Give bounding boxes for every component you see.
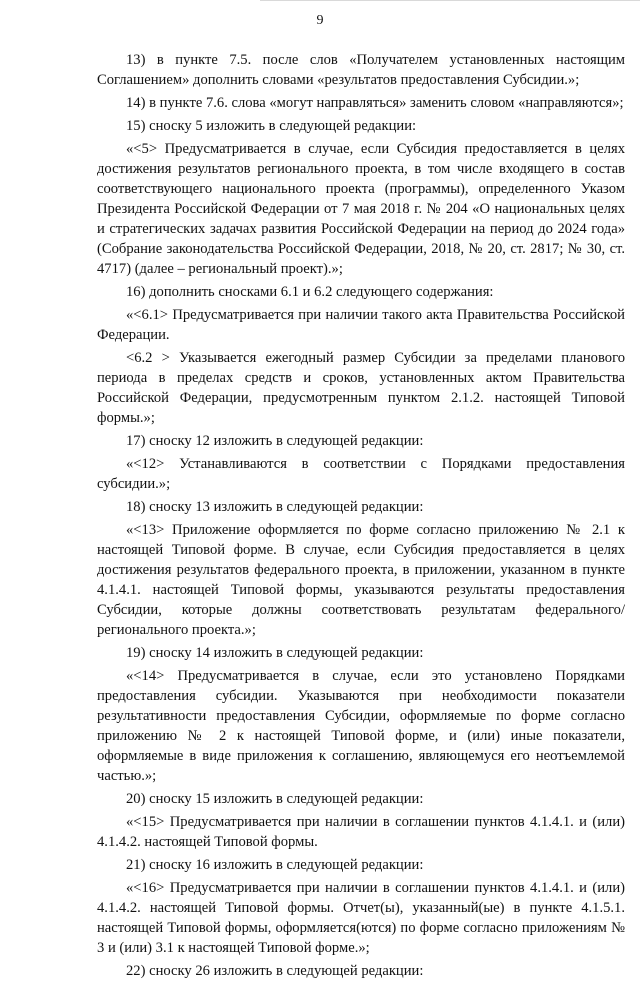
paragraph-item-14: 14) в пункте 7.6. слова «могут направляться» заменить словом «направляются»; xyxy=(126,95,624,111)
paragraph-item-20: 20) сноску 15 изложить в следующей редакции: xyxy=(126,791,424,807)
paragraph-item-15: 15) сноску 5 изложить в следующей редакции: xyxy=(126,118,417,134)
paragraph-item-18: 18) сноску 13 изложить в следующей редакции: xyxy=(126,499,424,515)
document-body xyxy=(97,50,625,984)
paragraph-item-21: 21) сноску 16 изложить в следующей редакции: xyxy=(126,857,424,873)
footnote-14-text: «<14> Предусматривается в случае, если это установлено Порядками предоставления субсидии. Указываются при необходимости показатели результативности предоставления Субсидии, оформляемые по форме согласно приложению № 2 к настоящей Типовой форме, и (или) иные показатели, оформляемые в виде приложения к соглашению, являющемуся его неотъемлемой частью.»; xyxy=(97,668,625,784)
footnote-6-1-text: «<6.1> Предусматривается при наличии такого акта Правительства Российской Федерации. xyxy=(97,307,625,343)
top-divider xyxy=(260,0,640,1)
paragraph-item-13: 13) в пункте 7.5. после слов «Получателем установленных настоящим Соглашением» дополнить словами «результатов предоставления Субсидии.»; xyxy=(97,52,625,88)
footnote-13-text: «<13> Приложение оформляется по форме согласно приложению № 2.1 к настоящей Типовой форме. В случае, если Субсидия предоставляется в целях достижения результатов федерального проекта, в приложении, указанном в пункте 4.1.4.1. настоящей Типовой формы, указываются результаты предоставления Субсидии, которые должны соответствовать результатам федерального/регионального проекта.»; xyxy=(97,522,625,638)
page-number: 9 xyxy=(316,13,324,28)
footnote-15-text: «<15> Предусматривается при наличии в соглашении пунктов 4.1.4.1. и (или) 4.1.4.2. настоящей Типовой формы. xyxy=(97,814,625,850)
paragraph-item-16: 16) дополнить сносками 6.1 и 6.2 следующего содержания: xyxy=(126,284,494,300)
paragraph-item-17: 17) сноску 12 изложить в следующей редакции: xyxy=(126,433,424,449)
paragraph-item-19: 19) сноску 14 изложить в следующей редакции: xyxy=(126,645,424,661)
footnote-5-text: «<5> Предусматривается в случае, если Субсидия предоставляется в целях достижения результатов регионального проекта, в том числе входящего в состав соответствующего национального проекта (программы), определенного Указом Президента Российской Федерации от 7 мая 2018 г. № 204 «О национальных целях и стратегических задачах развития Российской Федерации на период до 2024 года» (Собрание законодательства Российской Федерации, 2018, № 20, ст. 2817; № 30, ст. 4717) (далее – региональный проект).»; xyxy=(97,141,625,277)
footnote-16-text: «<16> Предусматривается при наличии в соглашении пунктов 4.1.4.1. и (или) 4.1.4.2. настоящей Типовой формы. Отчет(ы), указанный(ые) в пункте 4.1.5.1. настоящей Типовой формы, оформляется(ются) по форме согласно приложениям № 3 и (или) 3.1 к настоящей Типовой форме.»; xyxy=(97,880,625,956)
footnote-12-text: «<12> Устанавливаются в соответствии с Порядками предоставления субсидии.»; xyxy=(97,456,625,492)
footnote-6-2-text: <6.2 > Указывается ежегодный размер Субсидии за пределами планового периода в пределах средств и сроков, установленных актом Правительства Российской Федерации, предусмотренным пунктом 2.1.2. настоящей Типовой формы.»; xyxy=(97,350,625,426)
paragraph-item-22: 22) сноску 26 изложить в следующей редакции: xyxy=(126,963,424,979)
